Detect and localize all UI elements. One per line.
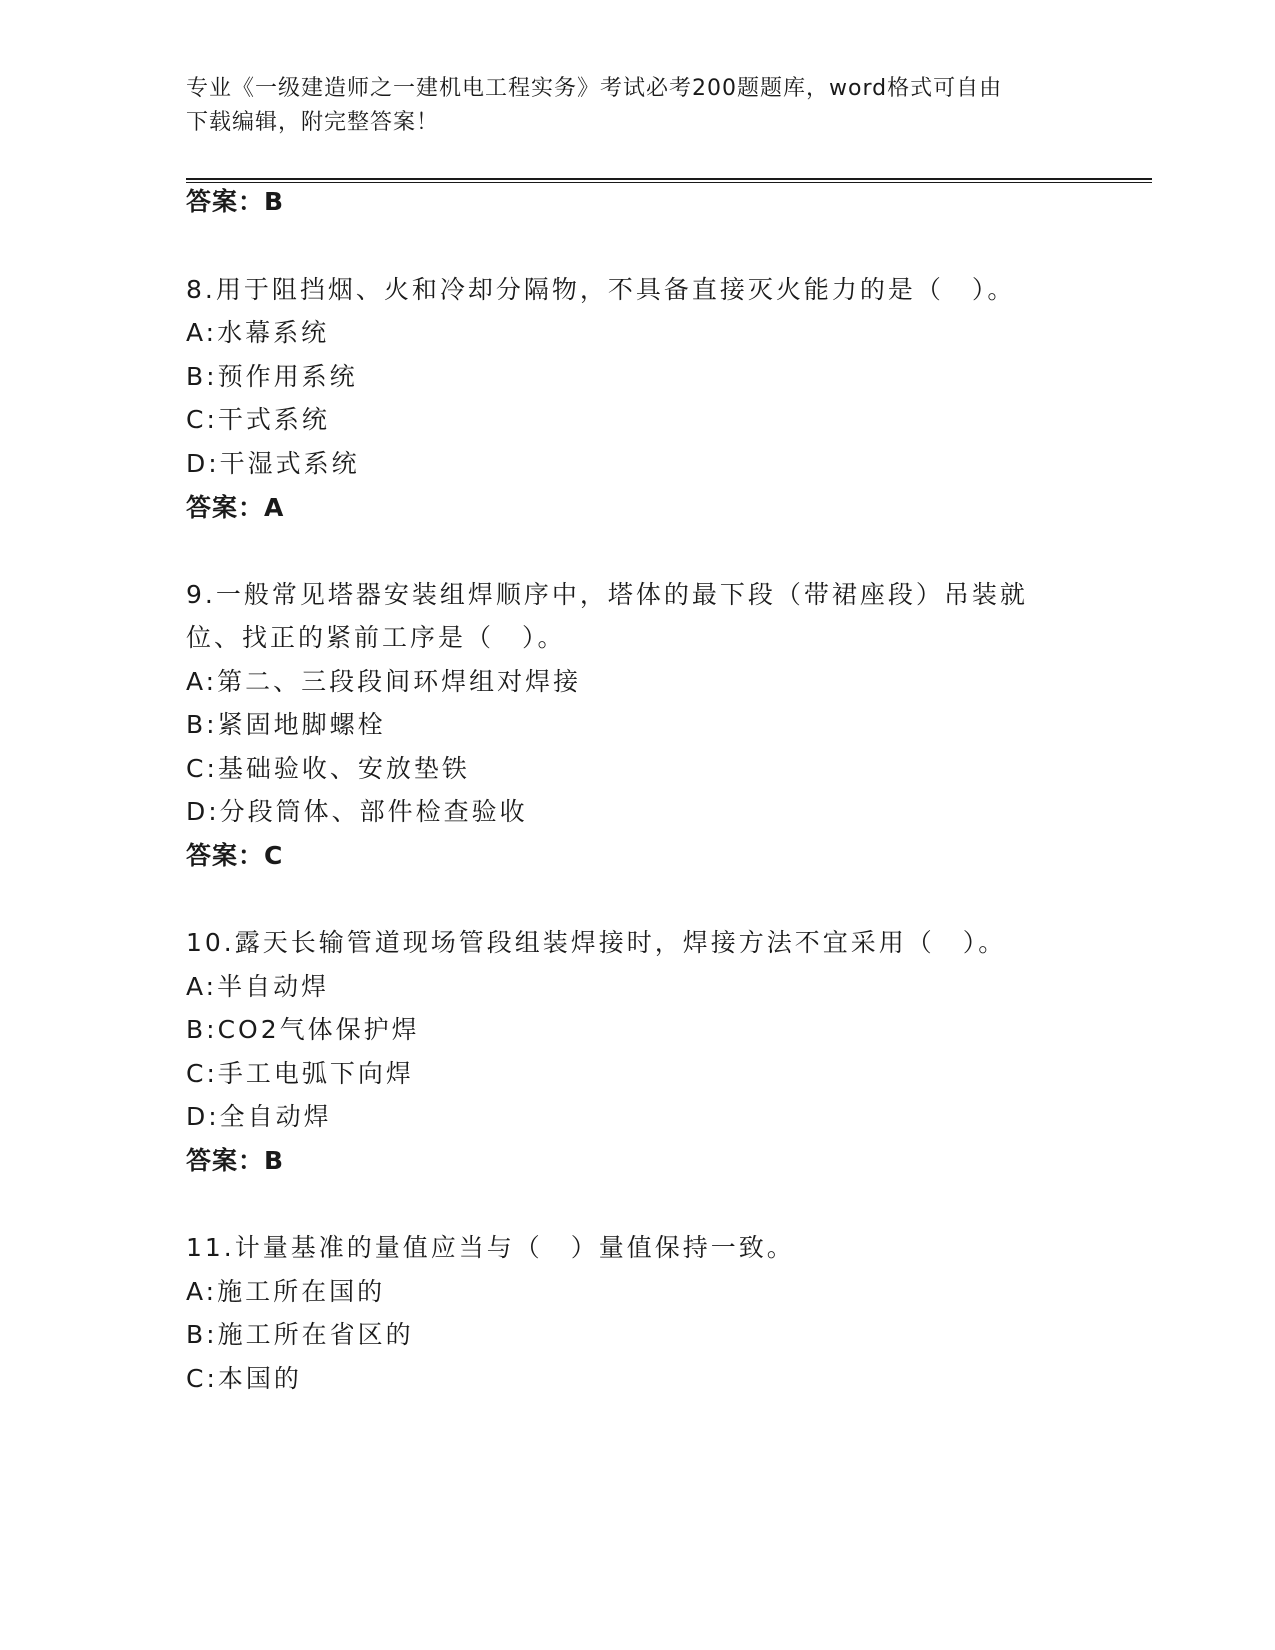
question-9-option-d: D:分段筒体、部件检查验收: [186, 797, 528, 826]
question-8-option-d: D:干湿式系统: [186, 449, 360, 478]
document-header: [186, 72, 1066, 140]
question-10-option-d: D:全自动焊: [186, 1102, 332, 1131]
header-line-1: 专业《一级建造师之一建机电工程实务》考试必考200题题库，word格式可自由: [186, 76, 1003, 101]
question-11-option-b: B:施工所在省区的: [186, 1320, 414, 1349]
question-11-option-c: C:本国的: [186, 1364, 302, 1393]
question-10-option-a: A:半自动焊: [186, 972, 330, 1001]
question-9-option-c: C:基础验收、安放垫铁: [186, 754, 470, 783]
question-11-option-a: A:施工所在国的: [186, 1277, 386, 1306]
question-11-stem: 11.计量基准的量值应当与（ ）量值保持一致。: [186, 1233, 795, 1262]
question-10-answer: 答案：B: [186, 1146, 285, 1175]
question-8-option-c: C:干式系统: [186, 405, 330, 434]
question-9-answer: 答案：C: [186, 841, 284, 870]
question-8-option-b: B:预作用系统: [186, 362, 358, 391]
header-divider: [186, 178, 1152, 183]
question-9-option-b: B:紧固地脚螺栓: [186, 710, 386, 739]
question-10-option-b: B:CO2气体保护焊: [186, 1015, 420, 1044]
question-8-stem: 8.用于阻挡烟、火和冷却分隔物，不具备直接灭火能力的是（ ）。: [186, 275, 1016, 304]
question-9-stem-line-2: 位、找正的紧前工序是（ ）。: [186, 623, 566, 652]
header-line-2: 下载编辑，附完整答案！: [186, 110, 440, 135]
question-8-option-a: A:水幕系统: [186, 318, 330, 347]
question-10-option-c: C:手工电弧下向焊: [186, 1059, 414, 1088]
question-9-option-a: A:第二、三段段间环焊组对焊接: [186, 667, 582, 696]
question-8-answer: 答案：A: [186, 493, 285, 522]
previous-answer: 答案：B: [186, 187, 285, 216]
question-9-stem-line-1: 9.一般常见塔器安装组焊顺序中，塔体的最下段（带裙座段）吊装就: [186, 580, 1028, 609]
question-10-stem: 10.露天长输管道现场管段组装焊接时，焊接方法不宜采用（ ）。: [186, 928, 1007, 957]
